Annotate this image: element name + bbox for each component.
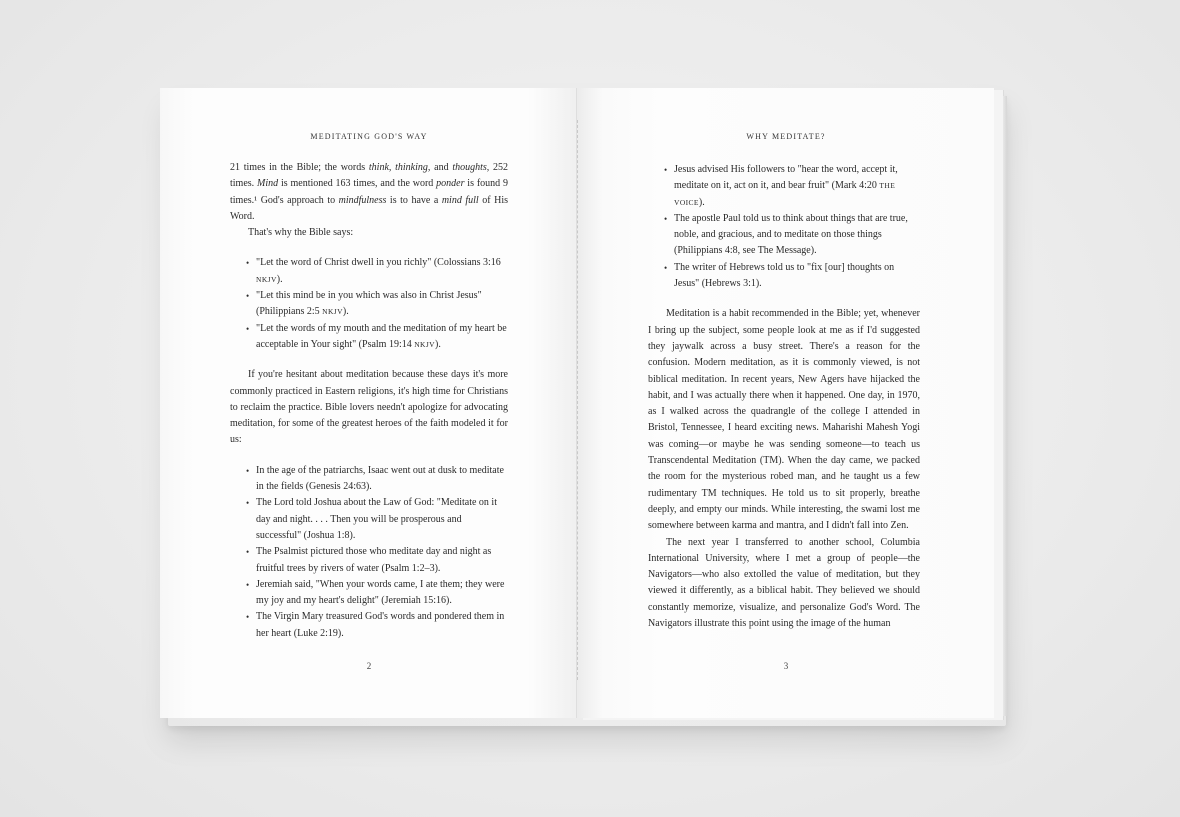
hero-item: • The Psalmist pictured those who meditate day and night as fruitful trees by rivers of water (Psalm 1:2–3). — [230, 544, 508, 577]
spacer — [230, 449, 508, 463]
text-run: 252 times. — [230, 162, 508, 190]
right-page-number: 3 — [783, 661, 789, 671]
spacer — [648, 292, 920, 306]
emphasis: mindfulness — [338, 194, 387, 206]
spacer — [230, 241, 508, 255]
text-run: is mentioned 163 times, and the word — [278, 178, 437, 190]
bullet-item — [648, 162, 920, 211]
hero-item: • The Virgin Mary treasured God's words and pondered them in her heart (Luke 2:19). — [230, 609, 508, 642]
hero-item: • In the age of the patriarchs, Isaac went out at dusk to meditate in the fields (Genesis 24:63). — [230, 463, 508, 496]
emphasis: mind full — [441, 194, 479, 206]
text-run: is found 9 times.¹ God's approach to — [230, 178, 508, 206]
verse-text: "Let this mind be in you which was also in Christ Jesus" (Philippians 2:5 — [256, 290, 482, 318]
verse-item — [230, 321, 508, 354]
opening-paragraph — [230, 160, 508, 225]
paragraph-meditation-habit: Meditation is a habit recommended in the Bible; yet, whenever I bring up the subject, some people look at me as if I'd suggested they jaywalk across a busy street. There's a reason for the confusion. Modern meditation, as it is commonly viewed, is not biblical meditation. In recent years, New Agers have hijacked the habit, and I was actually there when it happened. One day, in 1970, as I walked across the quadrangle of the college I attended in Bristol, Tennessee, I heard exciting news. Maharishi Mahesh Yogi was coming—or maybe he was sending someone—to teach us Transcendental Meditation (TM). When the day came, we packed the room for the mysterious robed man, and he taught us a few rudimentary TM techniques. He told us to sit properly, breathe deeply, and empty our minds. While interesting, the swami lost me somewhere between karma and mantra, and I didn't fall into Zen. — [648, 308, 920, 532]
left-page-number: 2 — [366, 661, 372, 671]
version-abbr: NKJV — [322, 307, 343, 317]
emphasis: Mind — [257, 178, 279, 190]
heroes-list — [230, 463, 508, 642]
version-abbr: THE VOICE — [674, 181, 896, 207]
left-body-text — [230, 160, 508, 642]
verse-item — [230, 288, 508, 321]
left-running-head: MEDITATING GOD'S WAY — [310, 132, 428, 141]
spacer — [230, 353, 508, 367]
right-running-head: WHY MEDITATE? — [746, 132, 826, 141]
verse-text: "Let the word of Christ dwell in you richly" (Colossians 3:16 — [256, 257, 501, 269]
text-run: 21 times in the Bible; the words — [230, 162, 369, 173]
hero-item: • Jeremiah said, "When your words came, I ate them; they were my joy and my heart's delight" (Jeremiah 15:16). — [230, 577, 508, 610]
verse-close: ). — [276, 273, 283, 285]
verse-text: "Let the words of my mouth and the meditation of my heart be acceptable in Your sight" (Psalm 19:14 — [256, 322, 507, 350]
emphasis: think, thinking, — [368, 162, 431, 173]
paragraph-next-year: The next year I transferred to another school, Columbia International University, where I met a group of people—the Navigators—who also extolled the value of meditation, but they viewed it differently, as a biblical habit. They believed we should constantly memorize, visualize, and personalize God's Word. The Navigators illustrate this point using the image of the human — [648, 536, 920, 630]
emphasis: ponder — [436, 178, 465, 190]
verse-item — [230, 255, 508, 288]
bullet-text: The writer of Hebrews told us to "fix [our] thoughts on Jesus" (Hebrews 3:1). — [674, 261, 895, 290]
bullet-text: The apostle Paul told us to think about things that are true, noble, and gracious, and to meditate on those things (Philippians 4:8, see The Message). — [674, 212, 908, 257]
bullet-close: ). — [698, 196, 705, 208]
version-abbr: NKJV — [414, 339, 436, 349]
emphasis: thoughts, — [452, 162, 490, 173]
left-page — [160, 88, 578, 718]
verse-close: ). — [342, 306, 349, 318]
right-body-text — [648, 162, 920, 632]
right-page — [578, 88, 994, 718]
version-abbr: NKJV — [256, 274, 277, 284]
text-run: of His Word. — [230, 194, 508, 222]
paragraph-hesitant: If you're hesitant about meditation because these days it's more commonly practiced in Eastern religions, it's high time for Christians to reclaim the practice. Bible lovers needn't apologize for advocating meditation, for some of the greatest heroes of the faith modeled it for us: — [230, 369, 508, 446]
bullet-item — [648, 211, 920, 260]
verse-close: ). — [435, 338, 441, 350]
text-run: is to have a — [386, 194, 442, 206]
hero-item: • The Lord told Joshua about the Law of God: "Meditate on it day and night. . . . Then you will be prosperous and successful" (Joshua 1:8). — [230, 495, 508, 544]
intro-line: That's why the Bible says: — [248, 227, 354, 239]
verse-list — [230, 255, 508, 353]
bullet-text: Jesus advised His followers to "hear the word, accept it, meditate on it, act on it, and bear fruit" (Mark 4:20 — [674, 164, 898, 192]
text-run: and — [430, 162, 453, 173]
bullet-item — [648, 260, 920, 293]
scripture-bullets — [648, 162, 920, 292]
